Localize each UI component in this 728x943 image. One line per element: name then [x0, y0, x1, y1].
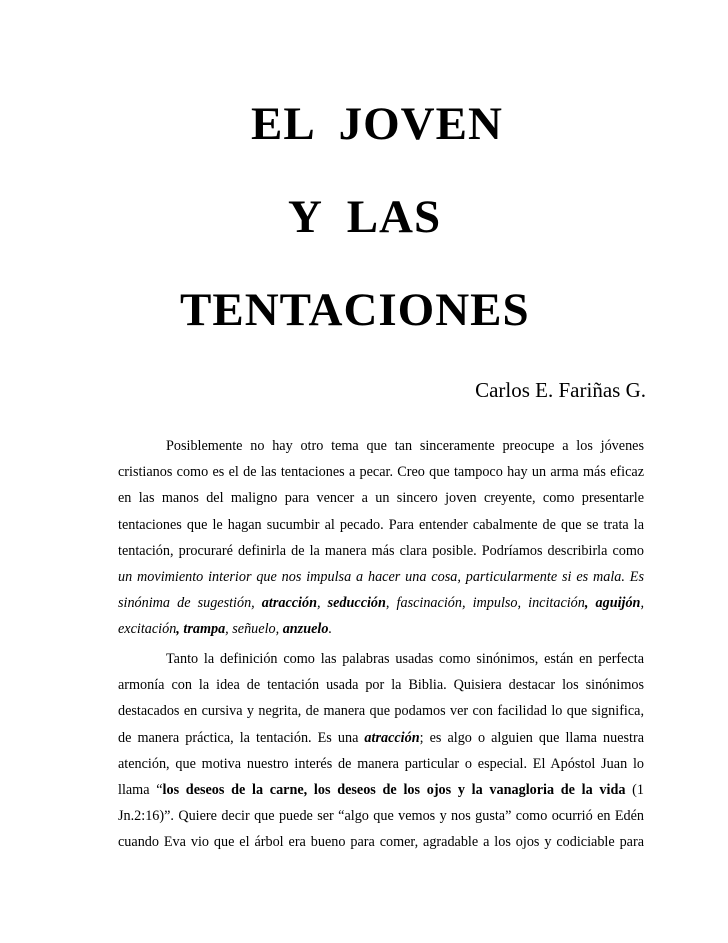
paragraph-line: destacados en cursiva y negrita, de manera que podamos ver con facilidad lo que significa,: [118, 703, 644, 720]
paragraph-line: tentación, procuraré definirla de la manera más clara posible. Podríamos describirla como: [118, 542, 644, 559]
paragraph-line: [118, 725, 644, 751]
title-line-3: TENTACIONES: [180, 284, 530, 336]
paragraph-line: cuando Eva vio que el árbol era bueno para comer, agradable a los ojos y codiciable para: [118, 834, 644, 851]
paragraph-line: Posiblemente no hay otro tema que tan sinceramente preocupe a los jóvenes: [166, 438, 644, 454]
paragraph-line: en las manos del maligno para vencer a un sincero joven creyente, como presentarle: [118, 490, 644, 507]
title-line-2: Y LAS: [288, 191, 442, 243]
emphasis-term: , aguijón: [584, 595, 641, 612]
text-run: (1: [625, 782, 645, 799]
paragraph-line: un movimiento interior que nos impulsa a hacer una cosa, particularmente si es mala. Es: [118, 569, 644, 586]
text-run: ,: [316, 595, 328, 612]
author-name: Carlos E. Fariñas G.: [475, 378, 646, 402]
text-run: de manera práctica, la tentación. Es una: [118, 729, 365, 746]
text-run: llama “: [118, 782, 163, 799]
paragraph-line: armonía con la idea de tentación usada por la Biblia. Quisiera destacar los sinónimos: [118, 677, 644, 694]
paragraph-line: atención, que motiva nuestro interés de manera particular o especial. El Apóstol Juan lo: [118, 755, 644, 772]
text-run: sinónima de sugestión,: [118, 595, 262, 612]
paragraph-line: cristianos como es el de las tentaciones a pecar. Creo que tampoco hay un arma más eficaz: [118, 464, 644, 481]
title-line-1: EL JOVEN: [251, 98, 503, 150]
text-run: , señuelo,: [225, 621, 283, 638]
text-run: ,: [640, 595, 644, 612]
emphasis-term: anzuelo: [282, 621, 329, 638]
paragraph-line: Jn.2:16)”. Quiere decir que puede ser “algo que vemos y nos gusta” como ocurrió en Edén: [118, 808, 644, 825]
emphasis-term: atracción: [364, 729, 420, 746]
emphasis-term: , trampa: [176, 621, 226, 638]
text-run: excitación: [118, 621, 177, 638]
paragraph-1: [118, 433, 644, 643]
paragraph-line: [118, 616, 644, 642]
emphasis-term: seducción: [327, 595, 386, 612]
emphasis-term: atracción: [261, 595, 317, 612]
paragraph-line: Tanto la definición como las palabras usadas como sinónimos, están en perfecta: [166, 651, 644, 667]
paragraph-2: [118, 646, 644, 856]
text-run: ; es algo o alguien que llama nuestra: [419, 729, 644, 746]
bold-quote: los deseos de la carne, los deseos de los ojos y la vanagloria de la vida: [162, 782, 626, 799]
text-run: .: [328, 621, 332, 638]
text-run: , fascinación, impulso, incitación: [385, 595, 585, 612]
paragraph-line: [118, 590, 644, 616]
paragraph-line: tentaciones que le hagan sucumbir al pecado. Para entender cabalmente de que se trata la: [118, 516, 644, 533]
paragraph-line: [118, 777, 644, 803]
